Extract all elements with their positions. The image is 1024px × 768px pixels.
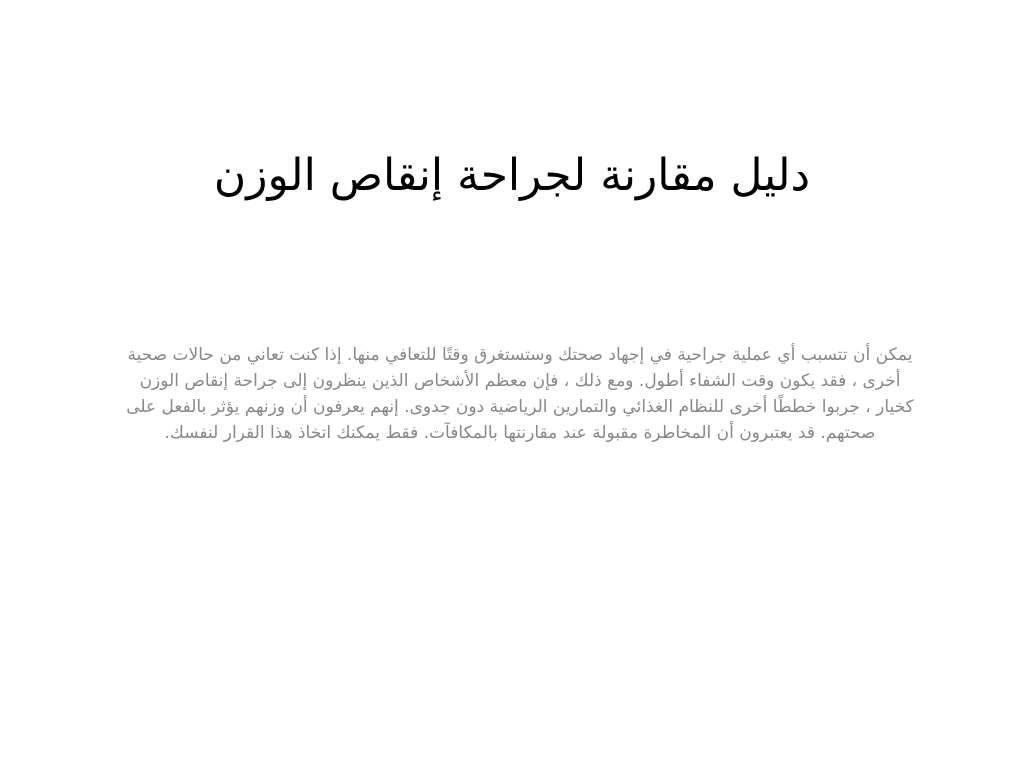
slide-title: دليل مقارنة لجراحة إنقاص الوزن	[213, 150, 811, 201]
slide-body-text: يمكن أن تتسبب أي عملية جراحية في إجهاد صحتك وستستغرق وقتًا للتعافي منها. إذا كنت تعاني من حالات صحية أخرى ، فقد يكون وقت الشفاء أطول. ومع ذلك ، فإن معظم الأشخاص الذين ينظرون إلى جراحة إنقاص الوزن كخيار ، جربوا خططًا أخرى للنظام الغذائي والتمارين الرياضية دون جدوى. إنهم يعرفون أن وزنهم يؤثر بالفعل على صحتهم. قد يعتبرون أن المخاطرة مقبولة عند مقارنتها بالمكافآت. فقط يمكنك اتخاذ هذا القرار لنفسك.	[126, 345, 914, 443]
